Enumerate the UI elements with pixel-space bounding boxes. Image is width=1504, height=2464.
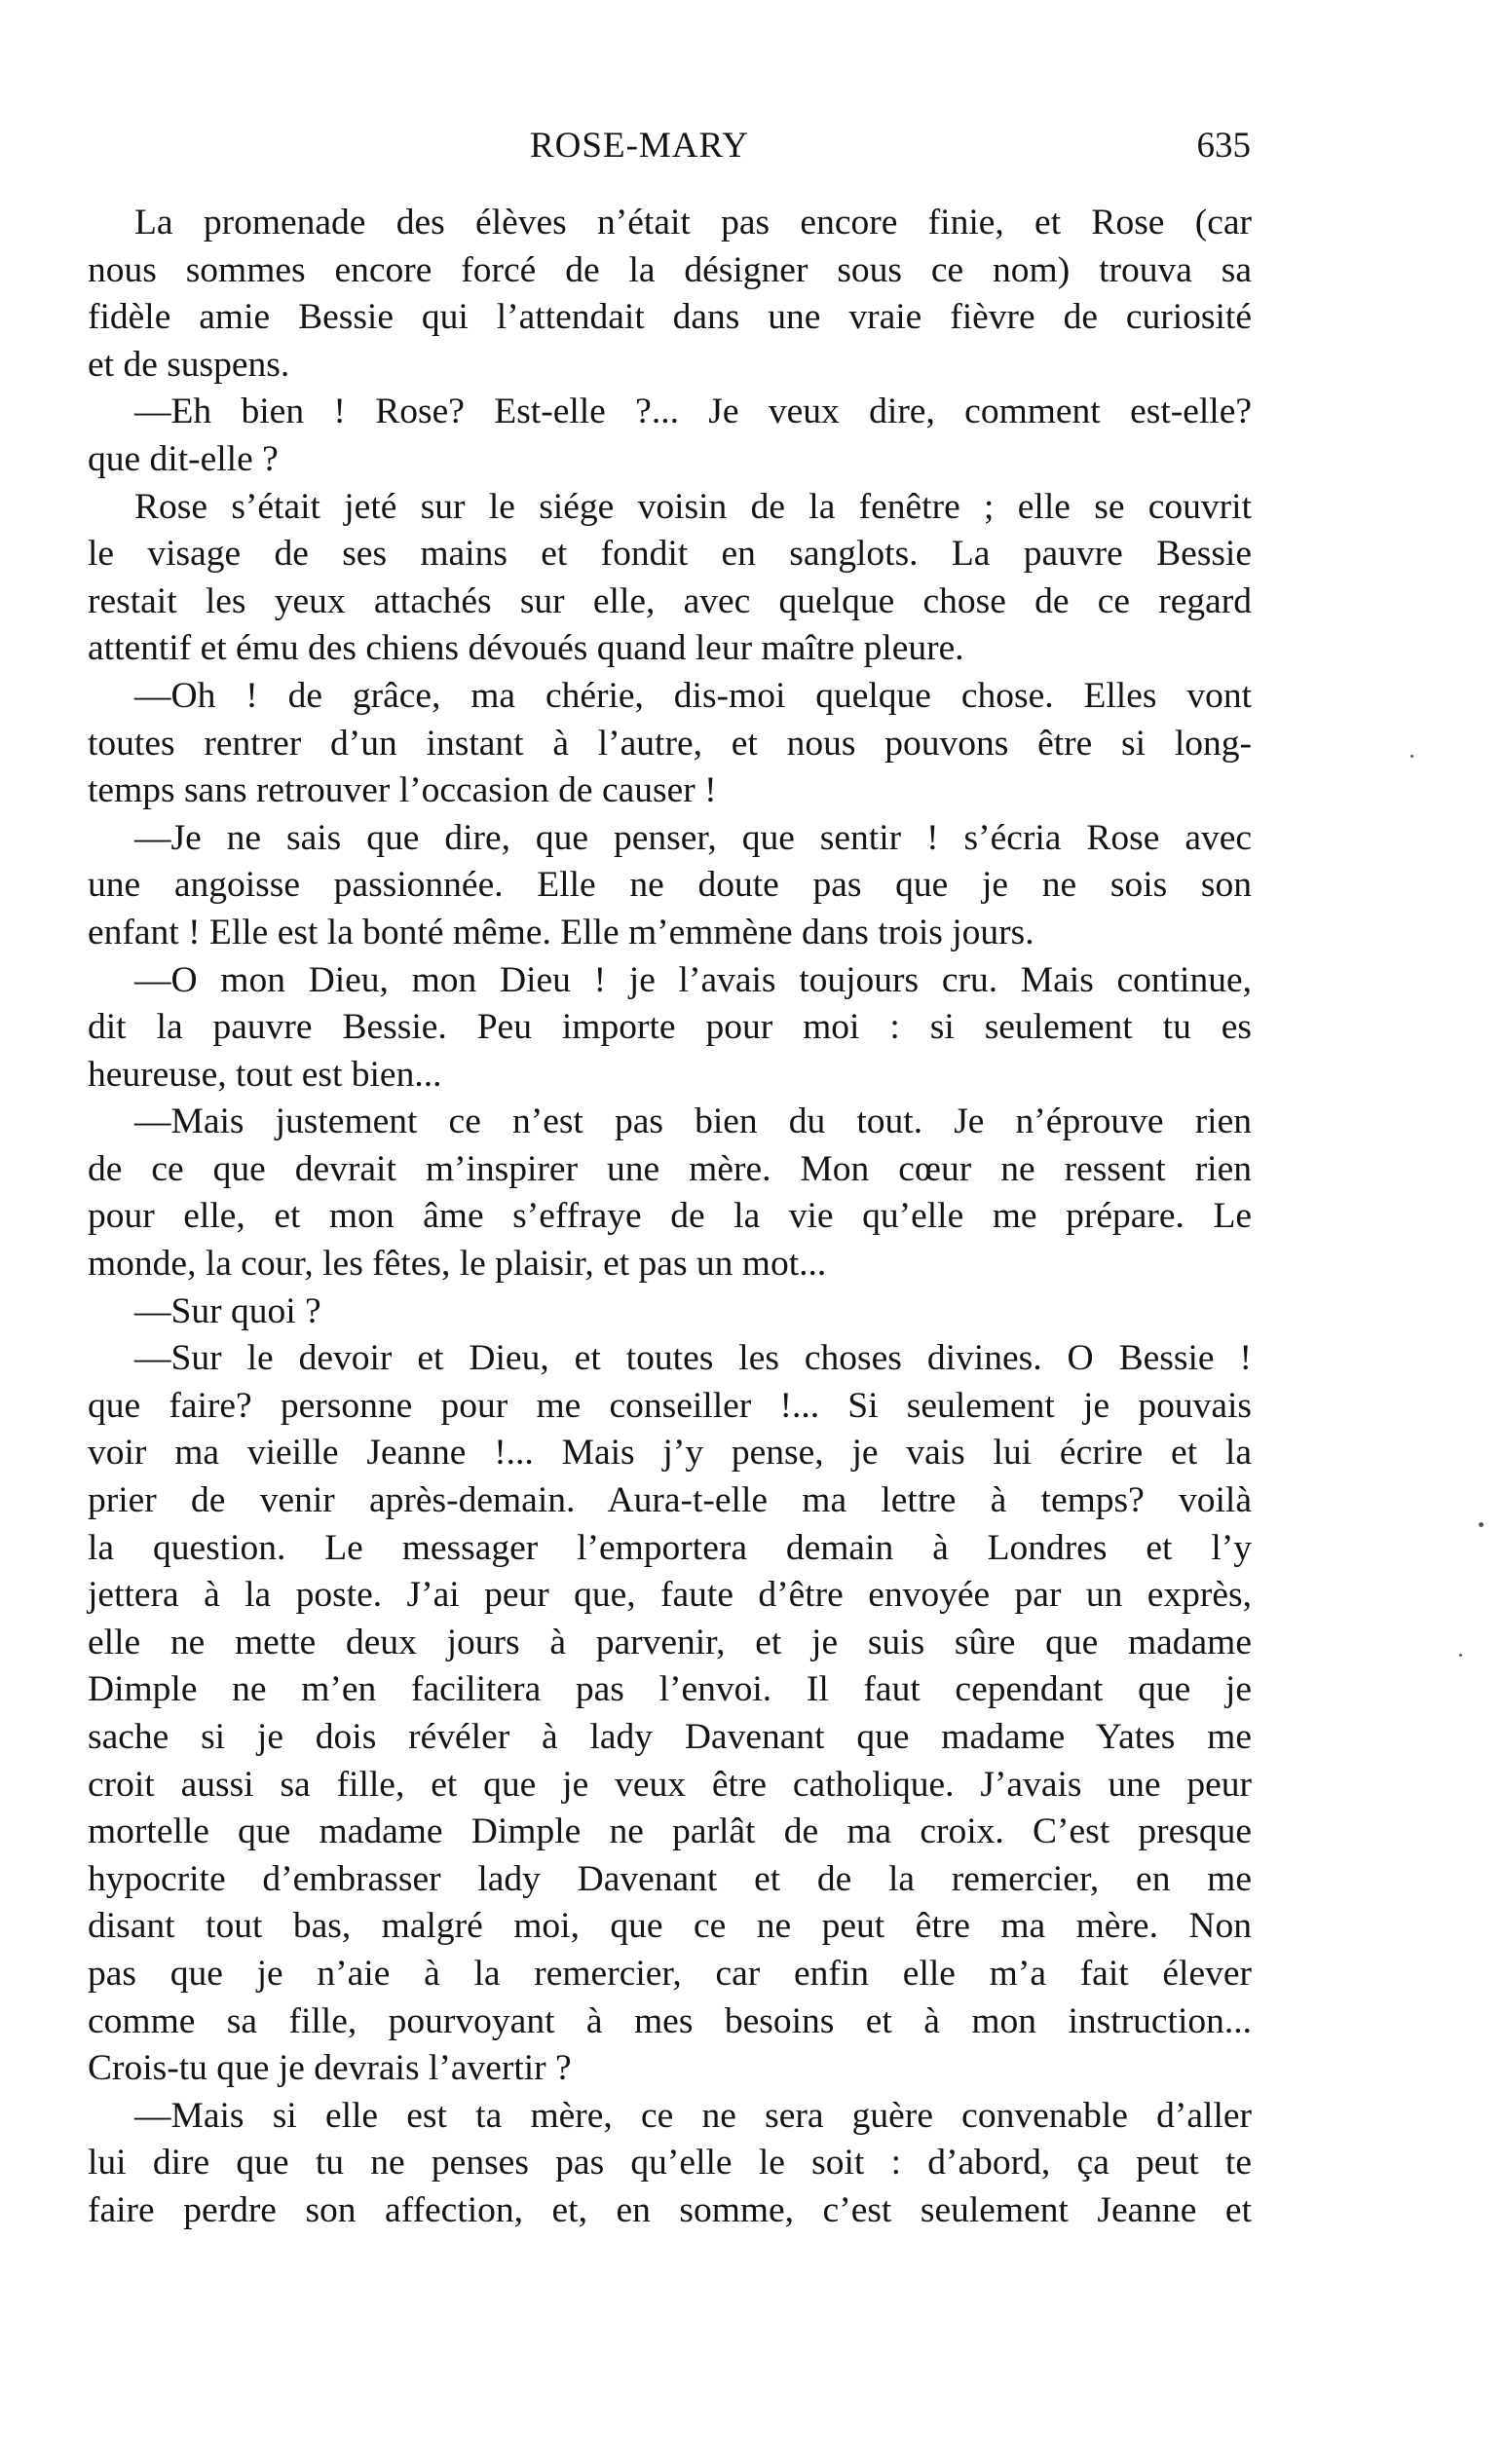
margin-speck <box>1479 1522 1484 1527</box>
text-line: nous sommes encore forcé de la désigner sous ce nom) trouva sa <box>88 249 1252 290</box>
text-line: que faire? personne pour me conseiller !... Si seulement je pouvais <box>88 1385 1252 1426</box>
text-line: que dit-elle ? <box>88 438 279 479</box>
text-line: voir ma vieille Jeanne !... Mais j’y pense, je vais lui écrire et la <box>88 1433 1252 1474</box>
text-line: —Eh bien ! Rose? Est-elle ?... Je veux dire, comment est-elle? <box>134 392 1252 432</box>
text-line: et de suspens. <box>88 344 290 385</box>
running-title: ROSE-MARY <box>530 126 749 166</box>
text-line: —Oh ! de grâce, ma chérie, dis-moi quelque chose. Elles vont <box>134 675 1252 716</box>
text-line: La promenade des élèves n’était pas encore finie, et Rose (car <box>134 203 1252 243</box>
margin-speck <box>1459 1654 1462 1657</box>
text-line: disant tout bas, malgré moi, que ce ne peut être ma mère. Non <box>88 1906 1252 1947</box>
text-line: enfant ! Elle est la bonté même. Elle m’emmène dans trois jours. <box>88 912 1034 952</box>
text-line: —O mon Dieu, mon Dieu ! je l’avais toujours cru. Mais continue, <box>134 959 1252 1000</box>
text-line: la question. Le messager l’emportera demain à Londres et l’y <box>88 1527 1252 1568</box>
margin-speck <box>1410 755 1413 758</box>
text-line: mortelle que madame Dimple ne parlât de ma croix. C’est presque <box>88 1811 1252 1852</box>
text-line: —Mais justement ce n’est pas bien du tout. Je n’éprouve rien <box>134 1101 1252 1142</box>
text-line: attentif et ému des chiens dévoués quand leur maître pleure. <box>88 628 964 669</box>
text-line: restait les yeux attachés sur elle, avec quelque chose de ce regard <box>88 580 1252 621</box>
text-line: hypocrite d’embrasser lady Davenant et de la remercier, en me <box>88 1858 1252 1899</box>
text-line: dit la pauvre Bessie. Peu importe pour moi : si seulement tu es <box>88 1007 1252 1048</box>
text-line: toutes rentrer d’un instant à l’autre, et nous pouvons être si long- <box>88 723 1252 764</box>
body-text <box>88 200 1252 2235</box>
text-line: jettera à la poste. J’ai peur que, faute d’être envoyée par un exprès, <box>88 1575 1252 1616</box>
text-line: —Je ne sais que dire, que penser, que sentir ! s’écria Rose avec <box>134 817 1252 858</box>
text-line: elle ne mette deux jours à parvenir, et je suis sûre que madame <box>88 1622 1252 1662</box>
text-line: Rose s’était jeté sur le siége voisin de la fenêtre ; elle se couvrit <box>134 486 1252 527</box>
text-line: monde, la cour, les fêtes, le plaisir, et pas un mot... <box>88 1244 827 1285</box>
running-header <box>131 125 1251 183</box>
text-line: —Sur quoi ? <box>134 1290 321 1331</box>
text-line: faire perdre son affection, et, en somme, c’est seulement Jeanne et <box>88 2189 1252 2230</box>
text-line: le visage de ses mains et fondit en sanglots. La pauvre Bessie <box>88 534 1252 575</box>
text-line: pas que je n’aie à la remercier, car enfin elle m’a fait élever <box>88 1953 1252 1994</box>
text-line: temps sans retrouver l’occasion de causer ! <box>88 770 717 811</box>
text-line: lui dire que tu ne penses pas qu’elle le soit : d’abord, ça peut te <box>88 2143 1252 2184</box>
text-line: —Sur le devoir et Dieu, et toutes les choses divines. O Bessie ! <box>134 1338 1252 1379</box>
text-line: Crois-tu que je devrais l’avertir ? <box>88 2048 572 2089</box>
text-line: Dimple ne m’en facilitera pas l’envoi. Il faut cependant que je <box>88 1669 1252 1710</box>
text-line: pour elle, et mon âme s’effraye de la vie qu’elle me prépare. Le <box>88 1196 1252 1237</box>
text-line: comme sa fille, pourvoyant à mes besoins et à mon instruction... <box>88 2000 1252 2041</box>
text-line: fidèle amie Bessie qui l’attendait dans une vraie fièvre de curiosité <box>88 297 1252 338</box>
page-number: 635 <box>1196 126 1251 166</box>
text-line: sache si je dois révéler à lady Davenant que madame Yates me <box>88 1717 1252 1757</box>
text-line: heureuse, tout est bien... <box>88 1054 442 1095</box>
text-line: prier de venir après-demain. Aura-t-elle ma lettre à temps? voilà <box>88 1480 1252 1521</box>
text-line: —Mais si elle est ta mère, ce ne sera guère convenable d’aller <box>134 2095 1252 2136</box>
text-line: croit aussi sa fille, et que je veux être catholique. J’avais une peur <box>88 1764 1252 1805</box>
text-line: une angoisse passionnée. Elle ne doute pas que je ne sois son <box>88 865 1252 906</box>
text-line: de ce que devrait m’inspirer une mère. Mon cœur ne ressent rien <box>88 1148 1252 1189</box>
